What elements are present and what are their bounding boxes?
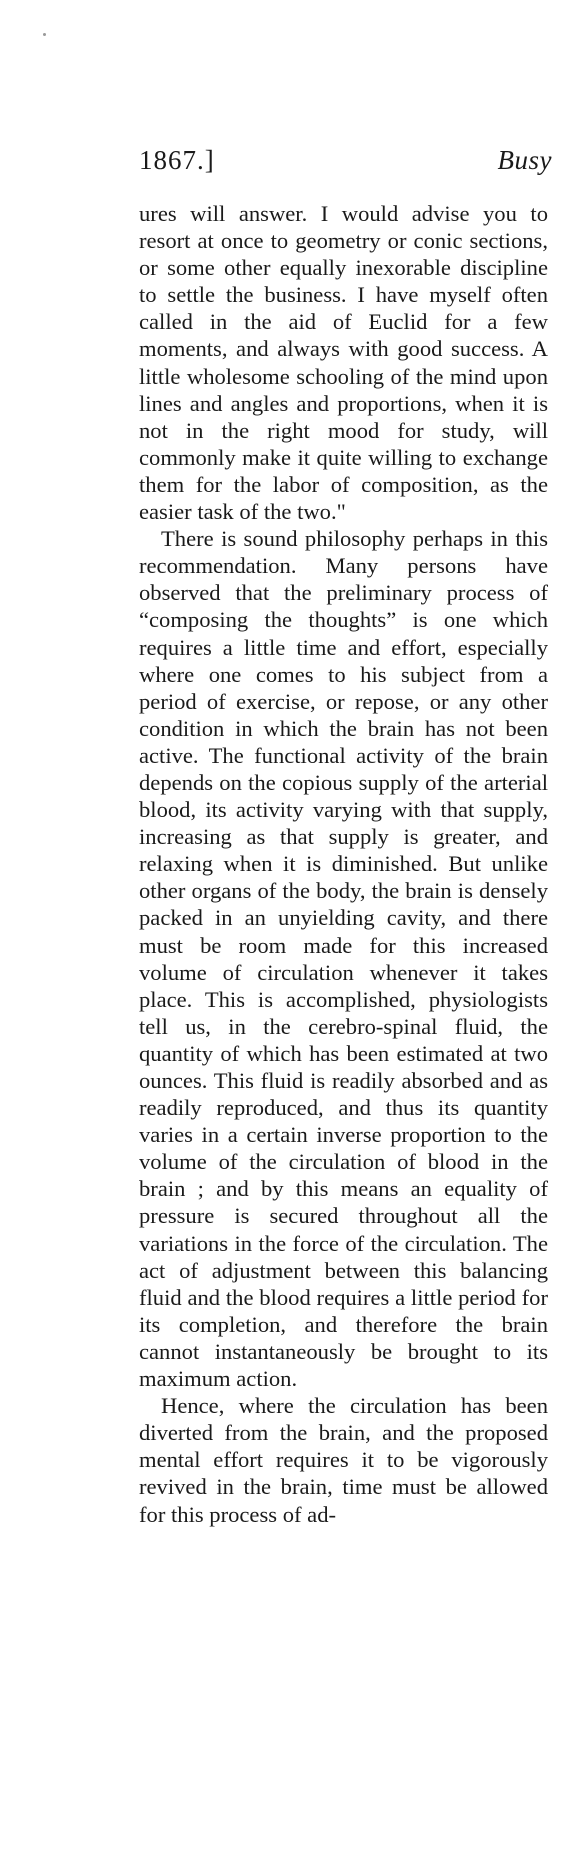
paragraph-philosophy: There is sound philosophy perhaps in this recommendation. Many persons have observed that the preliminary process of “composing the thoughts” is one which requires a little time and effort, especially where one comes to his subject from a period of exercise, or repose, or any other condition in which the brain has not been active. The functional activity of the brain depends on the copious supply of the arterial blood, its activity varying with that supply, increasing as that supply is greater, and relaxing when it is diminished. But unlike other organs of the body, the brain is densely packed in an unyielding cavity, and there must be room made for this increased volume of circulation whenever it takes place. This is accomplished, physiologists tell us, in the cerebro-spinal fluid, the quantity of which has been estimated at two ounces. This fluid is readily absorbed and as readily reproduced, and thus its quantity varies in a certain inverse proportion to the volume of the circulation of blood in the brain ; and by this means an equality of pressure is secured throughout all the variations in the force of the circulation. The act of adjustment between this balancing fluid and the blood requires a little period for its completion, and therefore the brain cannot instantaneously be brought to its maximum action. — [139, 526, 548, 1392]
header-year: 1867.] — [139, 145, 215, 175]
page-header — [139, 142, 552, 178]
paragraph-continuation: ures will answer. I would advise you to resort at once to geometry or conic sections, or some other equally inexorable discipline to settle the business. I have myself often called in the aid of Euclid for a few moments, and always with good success. A little wholesome schooling of the mind upon lines and angles and proportions, when it is not in the right mood for study, will commonly make it quite willing to exchange them for the labor of composition, as the easier task of the two." — [139, 201, 548, 525]
paragraph-hence: Hence, where the circulation has been diverted from the brain, and the proposed mental effort requires it to be vigorously revived in the brain, time must be allowed for this process of ad- — [139, 1393, 548, 1527]
paper-speck — [43, 33, 46, 36]
body-text — [139, 200, 548, 1528]
running-title: Busy — [497, 145, 552, 175]
